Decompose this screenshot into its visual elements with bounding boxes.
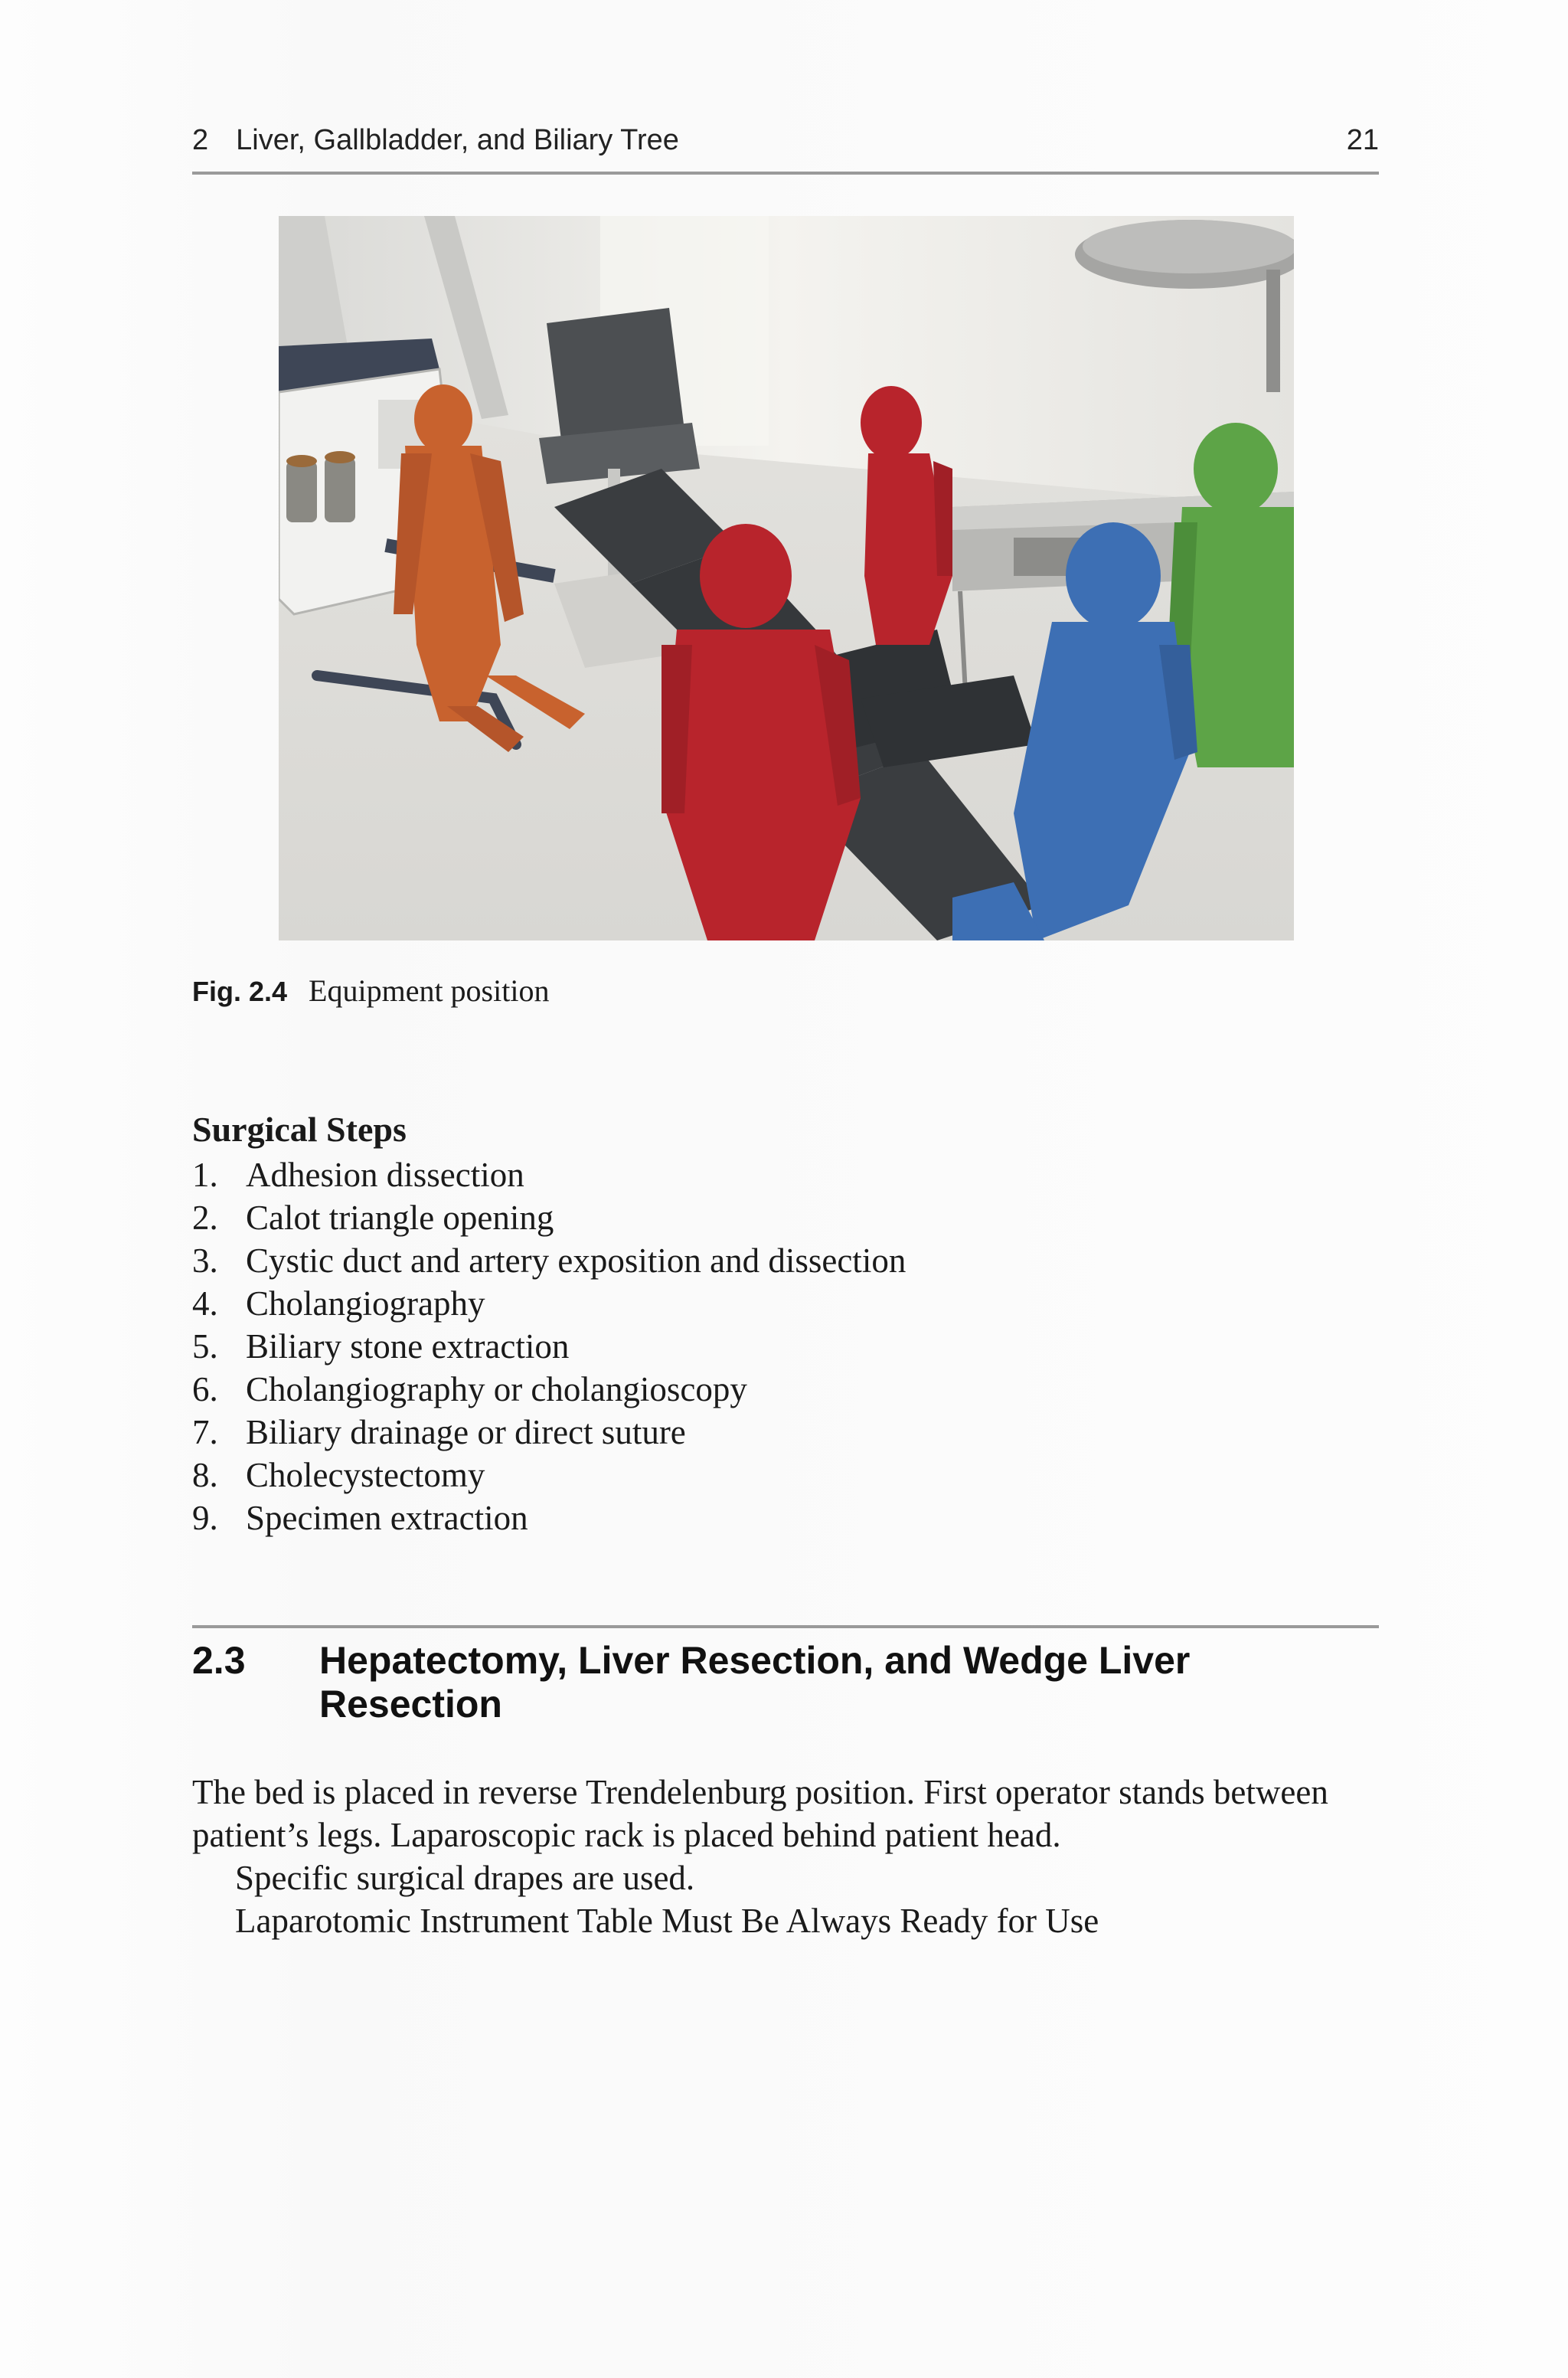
body-paragraph: Specific surgical drapes are used.	[235, 1859, 695, 1897]
step-number: 5.	[192, 1327, 218, 1366]
surgical-steps-list	[192, 1153, 906, 1539]
step-number: 4.	[192, 1284, 218, 1323]
step-number: 6.	[192, 1370, 218, 1408]
page-number: 21	[1346, 124, 1379, 156]
step-text: Adhesion dissection	[246, 1156, 524, 1194]
body-paragraph: The bed is placed in reverse Trendelenburg position. First operator stands between patient’s legs. Laparoscopic rack is placed behind patient head.	[192, 1773, 1328, 1854]
step-text: Biliary stone extraction	[246, 1327, 570, 1366]
list-item	[192, 1153, 906, 1196]
running-header	[192, 116, 1379, 175]
operating-room-illustration	[279, 216, 1294, 940]
body-paragraph: Laparotomic Instrument Table Must Be Always Ready for Use	[235, 1902, 1099, 1940]
list-item	[192, 1239, 906, 1282]
section-divider	[192, 1625, 1379, 1628]
list-item	[192, 1282, 906, 1325]
step-text: Cholangiography	[246, 1284, 485, 1323]
step-text: Cystic duct and artery exposition and dissection	[246, 1241, 906, 1280]
list-item	[192, 1325, 906, 1368]
figure-image	[279, 216, 1294, 940]
step-text: Cholangiography or cholangioscopy	[246, 1370, 747, 1408]
list-item	[192, 1196, 906, 1239]
step-number: 1.	[192, 1156, 218, 1194]
list-item	[192, 1454, 906, 1496]
chapter-title: Liver, Gallbladder, and Biliary Tree	[236, 124, 679, 156]
step-number: 7.	[192, 1413, 218, 1451]
section-body	[192, 1771, 1379, 1942]
list-item	[192, 1496, 906, 1539]
step-number: 2.	[192, 1199, 218, 1237]
step-text: Calot triangle opening	[246, 1199, 554, 1237]
surgical-steps-heading: Surgical Steps	[192, 1110, 407, 1149]
step-text: Specimen extraction	[246, 1499, 528, 1537]
step-number: 8.	[192, 1456, 218, 1494]
figure-caption	[192, 973, 549, 1009]
step-number: 3.	[192, 1241, 218, 1280]
step-text: Cholecystectomy	[246, 1456, 485, 1494]
list-item	[192, 1411, 906, 1454]
list-item	[192, 1368, 906, 1411]
figure-caption-text: Equipment position	[309, 973, 550, 1008]
running-header-chapter	[192, 124, 679, 157]
figure-label: Fig. 2.4	[192, 976, 288, 1007]
step-number: 9.	[192, 1499, 218, 1537]
section-title: Hepatectomy, Liver Resection, and Wedge Liver Resection	[319, 1639, 1191, 1725]
chapter-number: 2	[192, 124, 209, 156]
section-number: 2.3	[192, 1639, 246, 1682]
step-text: Biliary drainage or direct suture	[246, 1413, 686, 1451]
